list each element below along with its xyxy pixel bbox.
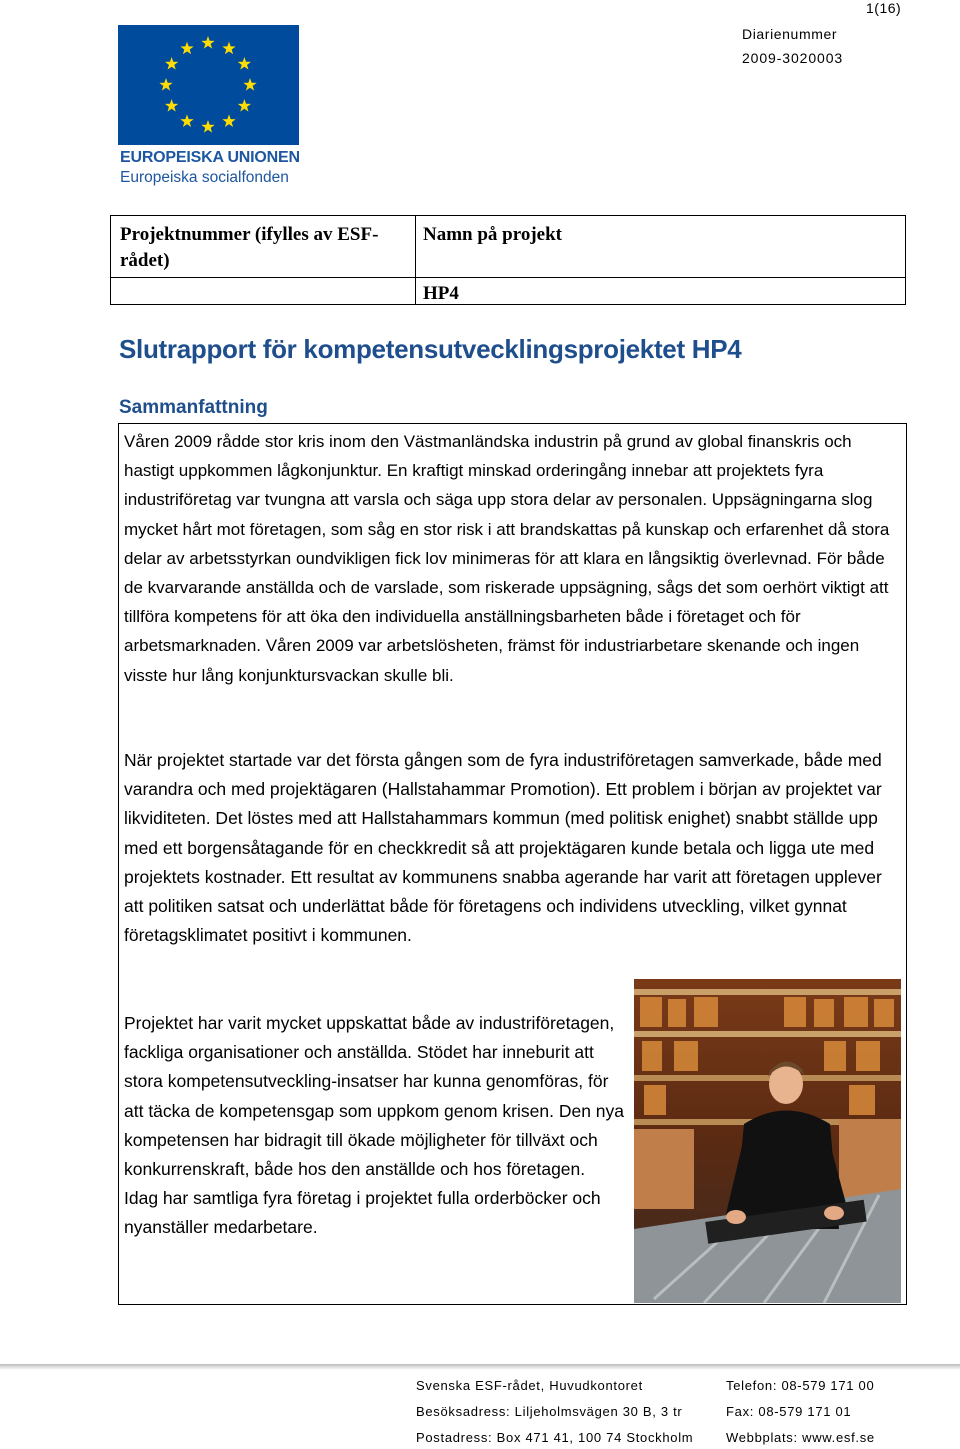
summary-paragraph-2: När projektet startade var det första gången som de fyra industriföretagen samverkade, både med varandra och med projektägaren (Hallstahammar Promotion). Ett problem i början av projektet var likviditeten. Det löstes med att Hallstahammars kommun (med politisk enighet) snabbt ställde upp med ett borgensåtagande för en checkkredit så att projektägaren kunde betala och ligga ute med projektets kostnader. Ett resultat av kommunens snabba agerande har varit att företagen upplever att politiken satsat och underlättat både för företagens och individens utveckling, vilket gynnat företagsklimatet positivt i kommunen. [124, 750, 882, 946]
warehouse-worker-photo [634, 979, 901, 1303]
summary-paragraph-1: Våren 2009 rådde stor kris inom den Västmanländska industrin på grund av global finanskris och hastigt uppkommen lågkonjunktur. En kraftigt minskad orderingång innebar att projektets fyra industriföretag var tvungna att varsla och säga upp stora delar av personalen. Uppsägningarna slog mycket hårt mot företagen, som såg en stor risk i att brandskattas på kunskap och erfarenhet då stora delar av arbetsstyrkan oundvikligen fick lov minimeras för att klara en långsiktig överlevnad. För både de kvarvarande anställda och de varslade, som riskerade uppsägning, sågs det som oerhört viktigt att tillföra kompetens för att öka den individuella anställningsbarheten både i företaget och för arbetsmarknaden. Våren 2009 var arbetslösheten, främst för industriarbetare skenande och ingen visste hur lång konjunktursvackan skulle bli. [124, 432, 890, 685]
footer-phone: Telefon: 08-579 171 00 [726, 1378, 875, 1393]
footer-postal-address: Postadress: Box 471 41, 100 74 Stockholm [416, 1430, 694, 1445]
summary-heading: Sammanfattning [119, 397, 268, 418]
project-name-label: Namn på projekt [423, 224, 562, 245]
footer-fax: Fax: 08-579 171 01 [726, 1404, 852, 1419]
summary-paragraph-3: Projektet har varit mycket uppskattat både av industriföretagen, fackliga organisationer och anställda. Stödet har inneburit att stora kompetensutveckling-insatser har kunna genomföras, för att täcka de kompetensgap som uppkom genom krisen. Den nya kompetensen har bidragit till ökade möjligheter för tillväxt och konkurrenskraft, både hos den anställde och hos företagen. Idag har samtliga fyra företag i projektet fulla orderböcker och nyanställer medarbetare. [124, 1013, 624, 1238]
eu-star-icon [159, 78, 172, 91]
eu-flag-logo [118, 25, 299, 145]
table-divider-horizontal [111, 277, 905, 278]
eu-name-line1: EUROPEISKA UNIONEN [120, 149, 300, 166]
diarienummer-label: Diarienummer [742, 26, 838, 42]
footer-divider [0, 1364, 960, 1370]
eu-star-icon [201, 36, 214, 49]
footer-organization: Svenska ESF-rådet, Huvudkontoret [416, 1378, 643, 1393]
eu-star-icon [243, 78, 256, 91]
footer-website: Webbplats: www.esf.se [726, 1430, 875, 1445]
eu-star-icon [180, 114, 193, 127]
page-number: 1(16) [866, 0, 902, 16]
eu-star-icon [180, 42, 193, 55]
table-divider-vertical [415, 216, 416, 304]
eu-star-icon [222, 42, 235, 55]
eu-star-icon [222, 114, 235, 127]
project-info-table [110, 215, 906, 305]
project-name-value: HP4 [423, 283, 459, 304]
project-number-label: Projektnummer (ifylles av ESF-rådet) [120, 224, 379, 271]
eu-star-icon [165, 99, 178, 112]
eu-name-line2: Europeiska socialfonden [120, 169, 289, 186]
footer-visit-address: Besöksadress: Liljeholmsvägen 30 B, 3 tr [416, 1404, 683, 1419]
eu-star-icon [238, 57, 251, 70]
eu-star-icon [201, 120, 214, 133]
diarienummer-value: 2009-3020003 [742, 50, 844, 66]
eu-star-icon [238, 99, 251, 112]
report-title: Slutrapport för kompetensutvecklingsprojektet HP4 [119, 334, 742, 364]
eu-stars-icon [118, 25, 299, 145]
eu-star-icon [165, 57, 178, 70]
